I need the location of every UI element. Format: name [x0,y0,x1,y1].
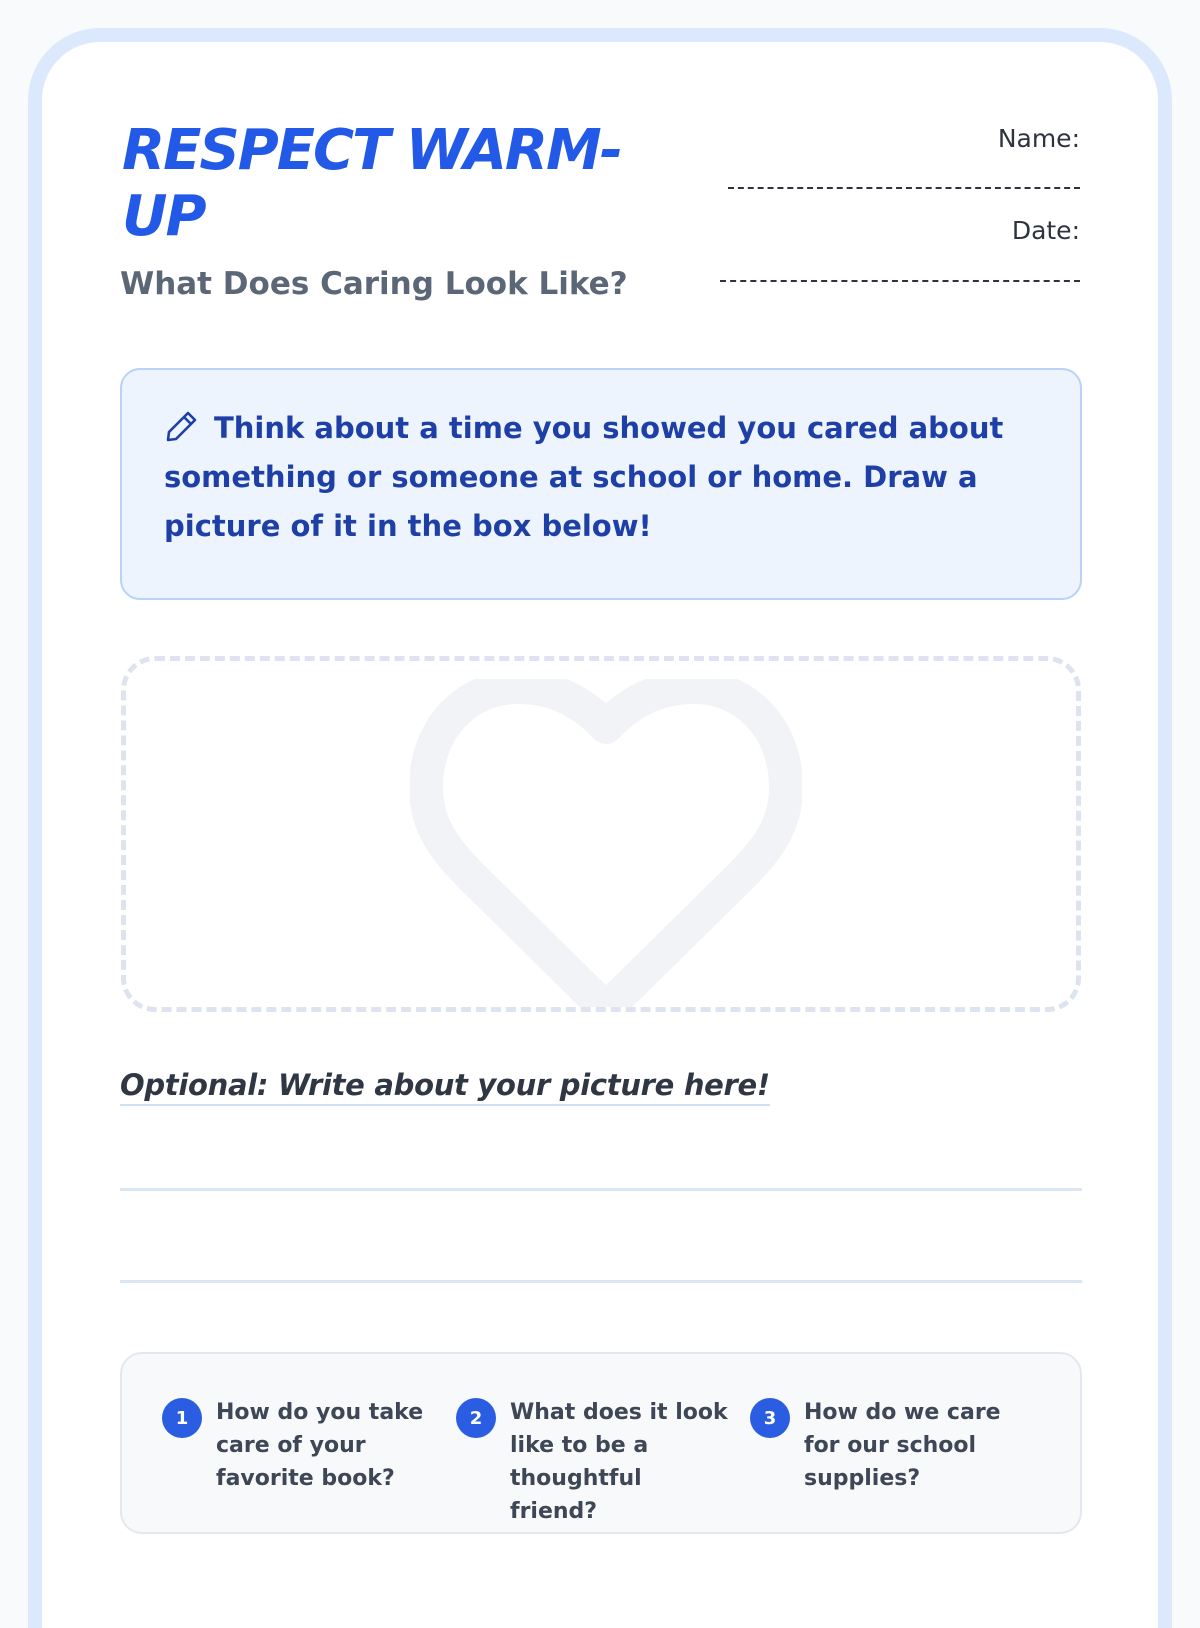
question-item-1 [162,1396,456,1532]
question-text: How do we care for our school supplies? [804,1400,1001,1491]
writing-line[interactable] [120,1188,1082,1191]
question-number-badge: 2 [456,1398,496,1438]
name-field[interactable] [728,187,1080,189]
worksheet-subtitle: What Does Caring Look Like? [120,266,628,302]
heart-icon [410,679,802,1012]
instruction-paragraph [164,404,1038,551]
question-item-3 [750,1396,1044,1532]
date-field[interactable] [720,280,1080,282]
worksheet-title: RESPECT WARM-UP [122,118,621,249]
pencil-icon [164,408,200,444]
discussion-questions [120,1352,1082,1534]
question-number-badge: 3 [750,1398,790,1438]
writing-line[interactable] [120,1280,1082,1283]
question-text: What does it look like to be a thoughtful friend? [510,1400,728,1524]
instruction-box [120,368,1082,600]
optional-writing-label: Optional: Write about your picture here! [120,1068,770,1106]
name-label: Name: [997,124,1080,153]
question-number-badge: 1 [162,1398,202,1438]
instruction-text: Think about a time you showed you cared about something or someone at school or home. Draw a picture of it in the box below! [164,411,1004,543]
drawing-area[interactable] [121,656,1081,1012]
question-item-2 [456,1396,750,1532]
question-text: How do you take care of your favorite book? [216,1400,424,1491]
date-label: Date: [1011,216,1080,245]
